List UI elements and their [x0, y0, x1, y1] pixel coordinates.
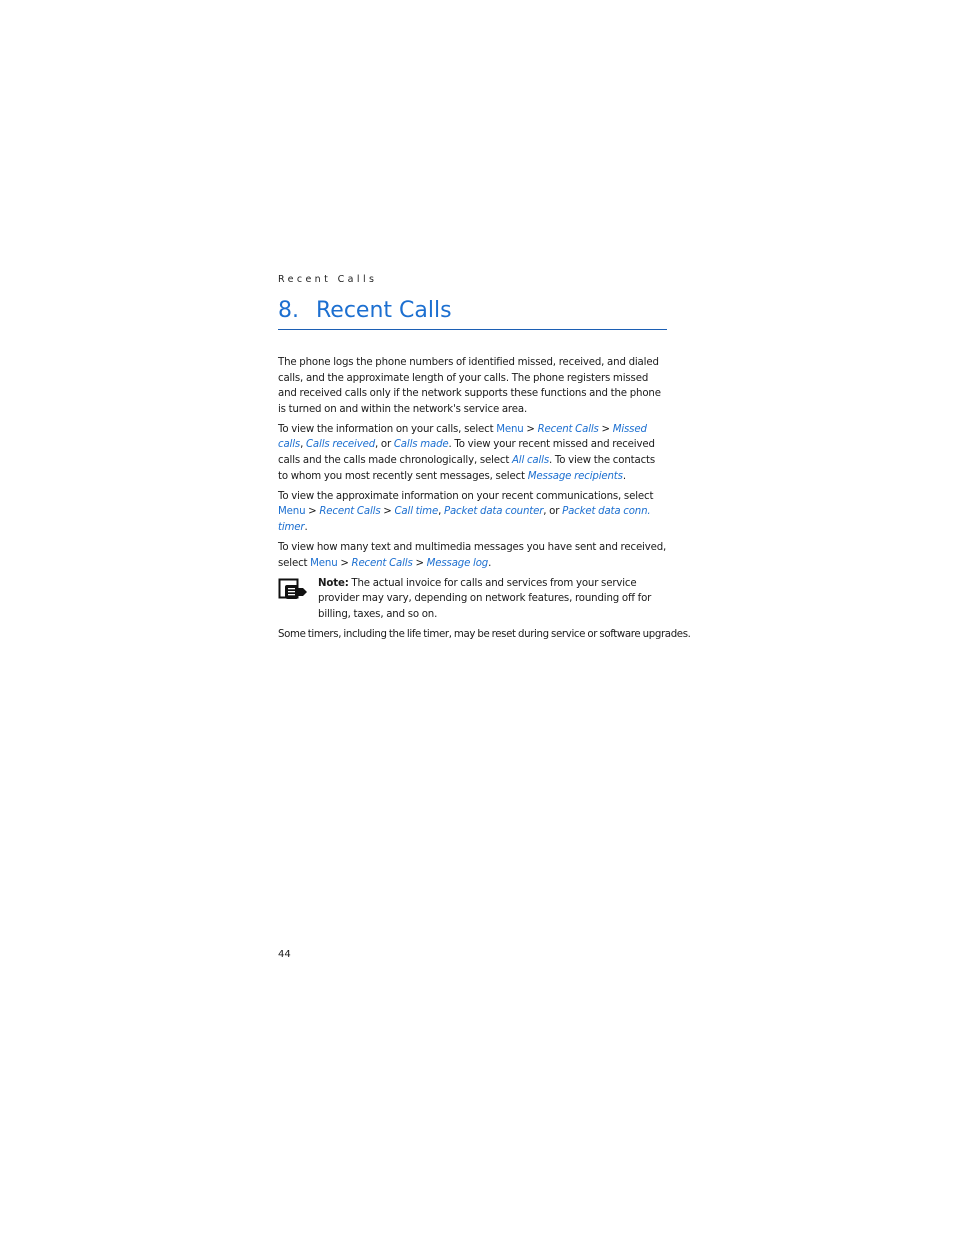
running-header: Recent Calls [278, 274, 378, 285]
packet-data-timer-link: Packet data conn. timer [278, 506, 651, 533]
note-block [278, 576, 667, 623]
text-run: . [304, 521, 308, 533]
chapter-title: Recent Calls [316, 298, 452, 323]
calls-made-link: Calls made [393, 439, 449, 451]
separator: , [438, 506, 444, 518]
text-run: To view the approximate information on your recent communications, select [278, 490, 654, 502]
page-number: 44 [278, 949, 291, 960]
menu-link: Menu [278, 506, 306, 518]
separator: > [412, 557, 427, 569]
chapter-heading [278, 297, 667, 330]
separator: > [598, 423, 613, 435]
separator: , or [543, 506, 563, 518]
separator: > [305, 506, 320, 518]
all-calls-link: All calls [511, 455, 550, 467]
message-recipients-link: Message recipients [527, 470, 623, 482]
text-run: The actual invoice for calls and services from your service provider may vary, depending on network features, rounding off for billing, taxes, and so on. [318, 577, 652, 620]
chapter-number: 8. [278, 298, 299, 323]
paragraph-timers-reset: Some timers, including the life timer, may be reset during service or software upgrades. [278, 629, 691, 640]
separator: > [523, 423, 538, 435]
recent-calls-link: Recent Calls [351, 557, 413, 569]
body-content [278, 355, 691, 647]
paragraph-view-calls [278, 422, 667, 484]
paragraph-message-log [278, 540, 667, 571]
recent-calls-link: Recent Calls [537, 423, 599, 435]
missed-calls-link: Missed calls [278, 423, 647, 451]
paragraph-timers [278, 489, 667, 536]
separator: , [300, 439, 306, 451]
text-run: . To view your recent missed and received calls and the calls made chronologically, select [278, 439, 655, 467]
paragraph-intro: The phone logs the phone numbers of identified missed, received, and dialed calls, and the approximate length of your calls. The phone registers missed and received calls only if the network supports these functions and the phone is turned on and within the network's service area. [278, 357, 661, 415]
text-run: . [622, 470, 626, 482]
separator: > [337, 557, 352, 569]
note-text [318, 576, 667, 623]
separator: > [380, 506, 395, 518]
note-label: Note: [318, 577, 349, 589]
calls-received-link: Calls received [305, 439, 376, 451]
call-time-link: Call time [394, 506, 439, 518]
menu-link: Menu [496, 423, 524, 435]
text-run: . To view the contacts to whom you most recently sent messages, select [278, 455, 656, 482]
menu-link: Menu [310, 557, 338, 569]
recent-calls-link: Recent Calls [319, 506, 381, 518]
text-run: . [488, 557, 492, 569]
separator: , or [375, 439, 394, 451]
note-hand-icon [278, 578, 308, 600]
closing-block [278, 627, 691, 643]
text-run: To view the information on your calls, select [278, 423, 497, 435]
packet-data-counter-link: Packet data counter [443, 506, 544, 518]
message-log-link: Message log [426, 557, 489, 569]
text-run: To view how many text and multimedia messages you have sent and received, select [278, 542, 667, 569]
